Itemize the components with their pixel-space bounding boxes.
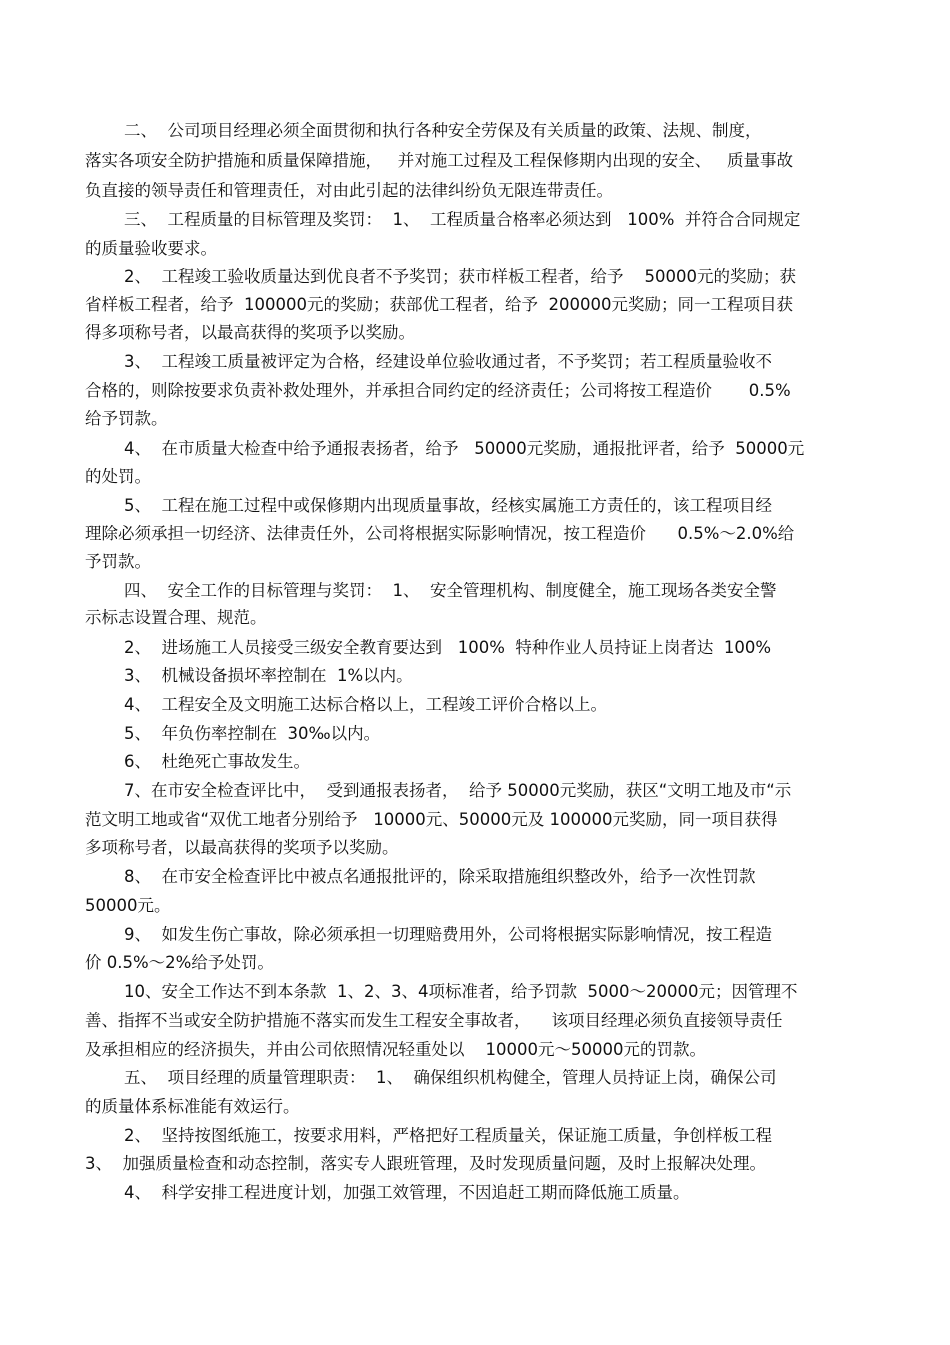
text-line: 落实各项安全防护措施和质量保障措施， 并对施工过程及工程保修期内出现的安全、 质量事故 [85,151,793,170]
text-line: 7、在市安全检查评比中， 受到通报表扬者， 给予 50000元奖励，获区“文明工地及市“示 [124,781,792,800]
text-line: 二、 公司项目经理必须全面贯彻和执行各种安全劳保及有关质量的政策、法规、制度， [124,121,762,140]
text-line: 予罚款。 [85,552,151,571]
text-line: 5、 工程在施工过程中或保修期内出现质量事故，经核实属施工方责任的，该工程项目经 [124,496,772,515]
text-line: 负直接的领导责任和管理责任，对由此引起的法律纠纷负无限连带责任。 [85,181,613,200]
text-line: 及承担相应的经济损失，并由公司依照情况轻重处以 10000元～50000元的罚款。 [85,1040,706,1059]
text-line: 3、 工程竣工质量被评定为合格，经建设单位验收通过者，不予奖罚；若工程质量验收不 [124,352,772,371]
text-line: 6、 杜绝死亡事故发生。 [124,752,310,771]
text-line: 范文明工地或省“双优工地者分别给予 10000元、50000元及 100000元奖励，同一项目获得 [85,810,778,829]
text-line: 2、 坚持按图纸施工，按要求用料，严格把好工程质量关，保证施工质量，争创样板工程 [124,1126,772,1145]
text-line: 的质量体系标准能有效运行。 [85,1097,300,1116]
text-line: 得多项称号者，以最高获得的奖项予以奖励。 [85,323,415,342]
text-line: 4、 工程安全及文明施工达标合格以上，工程竣工评价合格以上。 [124,695,607,714]
text-line: 4、 科学安排工程进度计划，加强工效管理，不因追赶工期而降低施工质量。 [124,1183,690,1202]
text-line: 2、 进场施工人员接受三级安全教育要达到 100% 特种作业人员持证上岗者达 100% [124,638,772,657]
text-line: 2、 工程竣工验收质量达到优良者不予奖罚；获市样板工程者，给予 50000元的奖励；获 [124,267,796,286]
text-line: 省样板工程者，给予 100000元的奖励；获部优工程者，给予 200000元奖励；同一工程项目获 [85,295,793,314]
text-line: 50000元。 [85,896,171,915]
text-line: 示标志设置合理、规范。 [85,608,267,627]
text-line: 9、 如发生伤亡事故，除必须承担一切理赔费用外，公司将根据实际影响情况，按工程造 [124,925,772,944]
text-line: 4、 在市质量大检查中给予通报表扬者，给予 50000元奖励，通报批评者，给予 50000元 [124,439,805,458]
text-line: 10、安全工作达不到本条款 1、2、3、4项标准者，给予罚款 5000～20000元；因管理不 [124,982,798,1001]
text-line: 8、 在市安全检查评比中被点名通报批评的，除采取措施组织整改外，给予一次性罚款 [124,867,756,886]
text-line: 3、 机械设备损坏率控制在 1%以内。 [124,666,413,685]
text-line: 多项称号者，以最高获得的奖项予以奖励。 [85,838,399,857]
text-line: 理除必须承担一切经济、法律责任外，公司将根据实际影响情况，按工程造价 0.5%～2.0%给 [85,524,795,543]
text-line: 合格的，则除按要求负责补救处理外，并承担合同约定的经济责任；公司将按工程造价 0.5% [85,381,791,400]
text-line: 给予罚款。 [85,409,168,428]
text-line: 3、 加强质量检查和动态控制，落实专人跟班管理，及时发现质量问题，及时上报解决处理。 [85,1154,766,1173]
text-line: 四、 安全工作的目标管理与奖罚： 1、 安全管理机构、制度健全，施工现场各类安全警 [124,581,777,600]
text-line: 5、 年负伤率控制在 30‰以内。 [124,724,381,743]
text-line: 五、 项目经理的质量管理职责： 1、 确保组织机构健全，管理人员持证上岗，确保公司 [124,1068,777,1087]
text-line: 三、 工程质量的目标管理及奖罚： 1、 工程质量合格率必须达到 100% 并符合合同规定 [124,210,801,229]
text-line: 善、指挥不当或安全防护措施不落实而发生工程安全事故者， 该项目经理必须负直接领导责任 [85,1011,783,1030]
text-line: 的处罚。 [85,467,151,486]
text-line: 的质量验收要求。 [85,239,217,258]
text-line: 价 0.5%～2%给予处罚。 [85,953,274,972]
